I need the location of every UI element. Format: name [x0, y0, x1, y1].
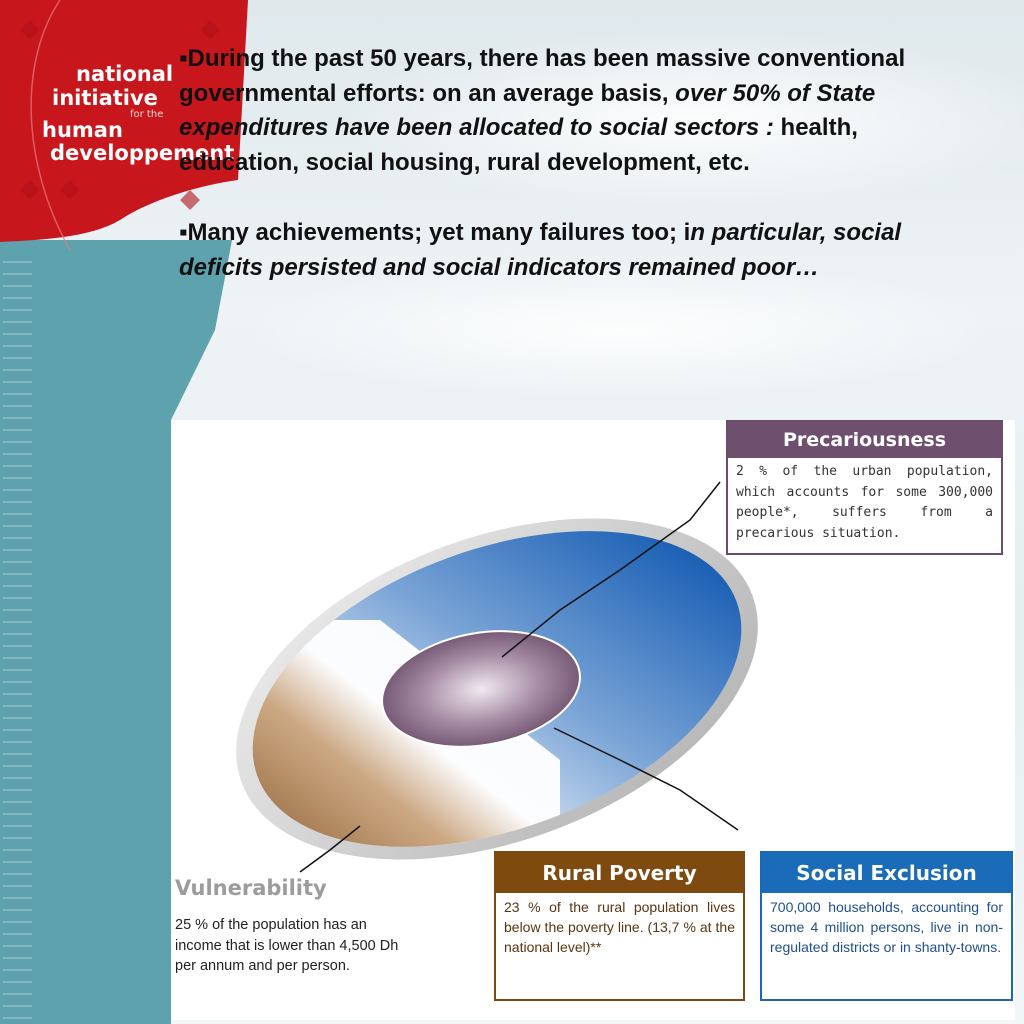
precariousness-box	[726, 420, 1003, 555]
logo-word-human: human	[42, 118, 123, 142]
bullet-1-text-end: health, education, social housing, rural development, etc.	[179, 114, 858, 176]
logo-word-developpement: developpement	[50, 141, 235, 165]
precariousness-text: 2 % of the urban population, which accounts for some 300,000 people*, suffers from a precarious situation.	[736, 464, 993, 541]
bullet-1-italic: over 50% of State expenditures have been allocated to social sectors :	[179, 79, 876, 141]
social-exclusion-text: 700,000 households, accounting for some 4 million persons, live in non-regulated districts or in shanty-towns.	[770, 899, 1003, 955]
social-exclusion-title: Social Exclusion	[762, 853, 1011, 893]
social-exclusion-box	[760, 851, 1013, 1001]
vulnerability-text: 25 % of the population has an income that is lower than 4,500 Dh per annum and per person.	[175, 917, 399, 974]
bullet-1-text: ▪During the past 50 years, there has been massive conventional governmental efforts: on an average basis,	[179, 45, 906, 107]
vulnerability-title: Vulnerability	[175, 876, 327, 900]
rural-poverty-box	[494, 851, 745, 1001]
precariousness-title: Precariousness	[728, 422, 1001, 458]
bullet-2-italic: n particular, social deficits persisted and social indicators remained poor…	[179, 219, 902, 281]
logo-word-national: national	[76, 62, 174, 86]
bullet-2-text: ▪Many achievements; yet many failures too; i	[179, 219, 691, 246]
rural-poverty-text: 23 % of the rural population lives below the poverty line. (13,7 % at the national level)**	[504, 899, 735, 955]
logo-word-initiative: initiative	[52, 86, 158, 110]
rural-poverty-title: Rural Poverty	[496, 853, 743, 893]
logo-word-for-the: for the	[130, 109, 164, 120]
